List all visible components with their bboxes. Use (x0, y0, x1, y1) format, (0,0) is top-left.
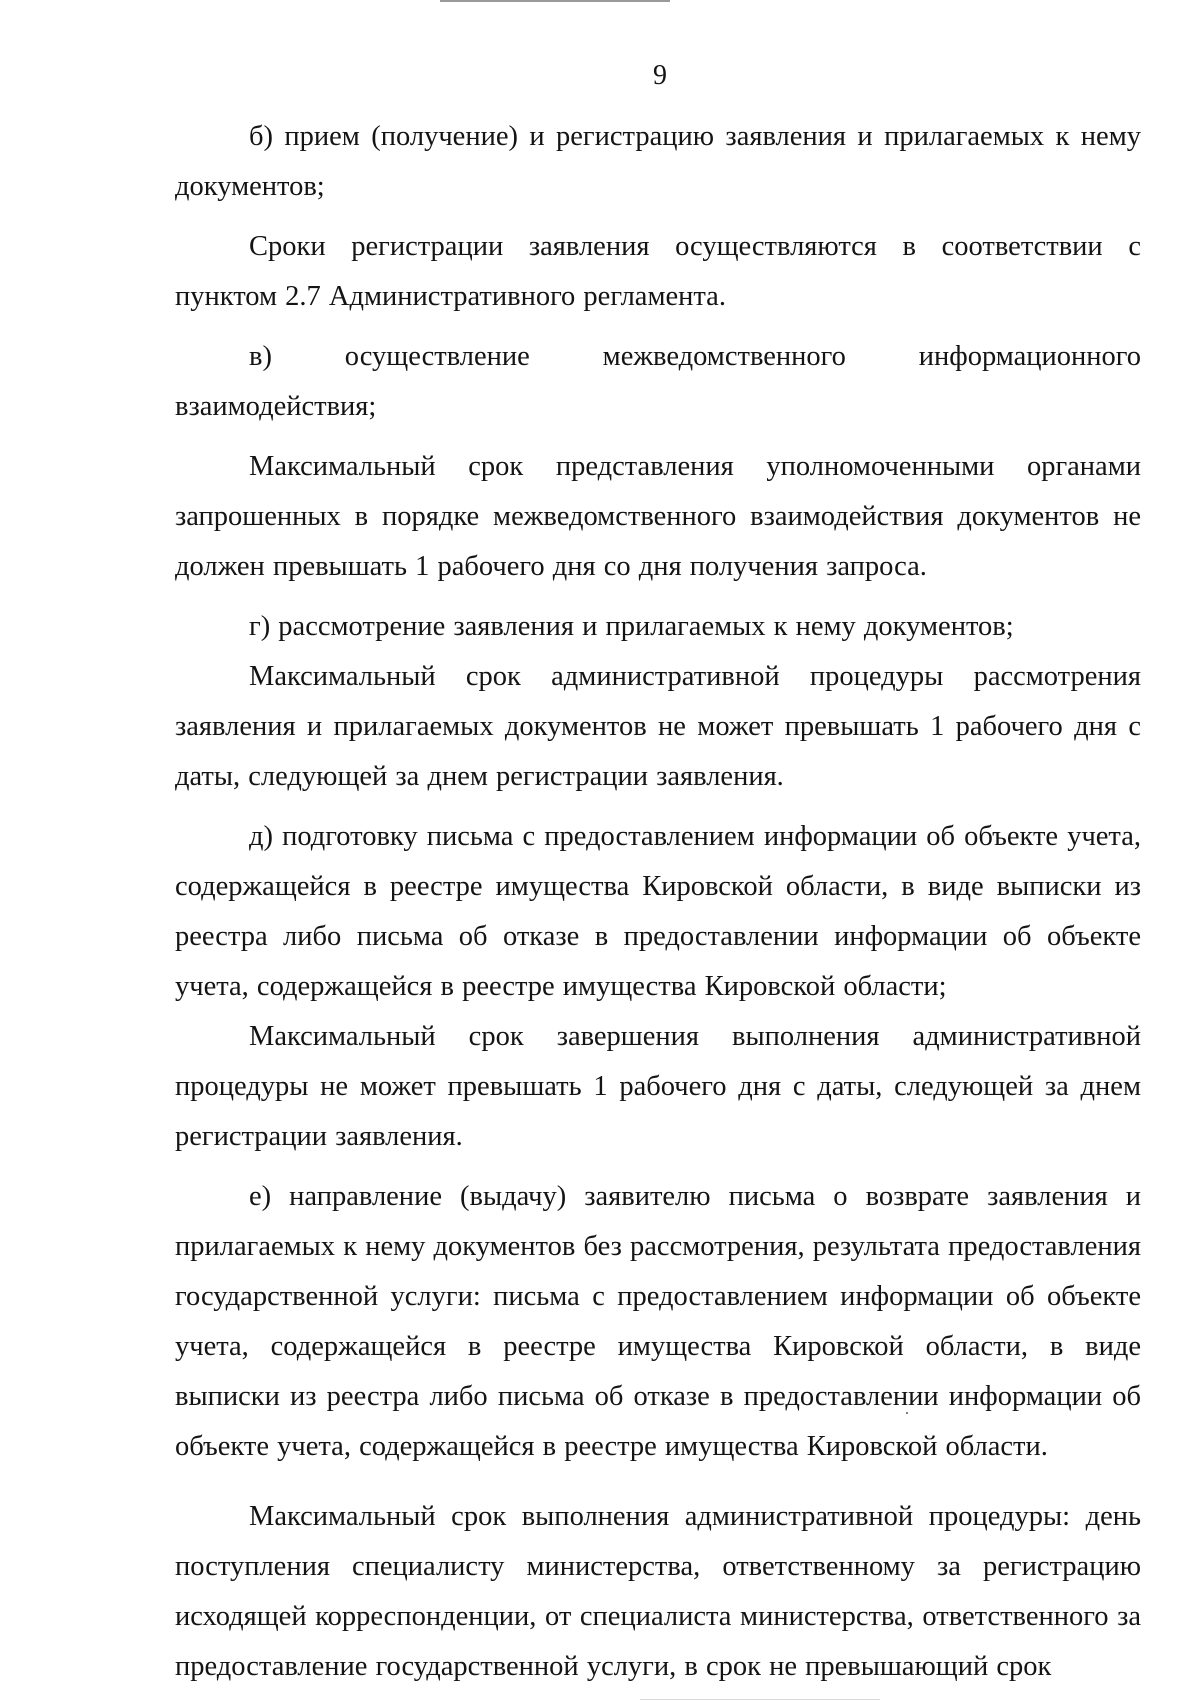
paragraph-completion-terms: Максимальный срок завершения выполнения административной процедуры не может превышать 1 рабочего дня с даты, следующей за днем регистрации заявления. (175, 1021, 1141, 1152)
paragraph-item-b: б) прием (получение) и регистрацию заявления и прилагаемых к нему документов; (175, 121, 1141, 202)
scan-bottom-artifact (640, 1699, 880, 1700)
paragraph-item-e: е) направление (выдачу) заявителю письма о возврате заявления и прилагаемых к нему документов без рассмотрения, результата предоставления государственной услуги: письма с предоставлением информации об объекте учета, содержащейся в реестре имущества Кировской области, в виде выписки из реестра либо письма об отказе в предоставлении информации об объекте учета, содержащейся в реестре имущества Кировской области. (175, 1181, 1141, 1462)
document-body (175, 112, 1141, 1692)
paragraph-item-v: в) осуществление межведомственного информационного взаимодействия; (175, 341, 1141, 422)
paragraph-item-g: г) рассмотрение заявления и прилагаемых к нему документов; (249, 611, 1014, 642)
scan-dot-artifact (906, 1412, 908, 1414)
scan-edge-artifact (440, 0, 670, 2)
paragraph-interagency-terms: Максимальный срок представления уполномоченными органами запрошенных в порядке межведомственного взаимодействия документов не должен превышать 1 рабочего дня со дня получения запроса. (175, 451, 1141, 582)
paragraph-final-terms: Максимальный срок выполнения административной процедуры: день поступления специалисту министерства, ответственному за регистрацию исходящей корреспонденции, от специалиста министерства, ответственного за предоставление государственной услуги, в срок не превышающий срок (175, 1501, 1141, 1682)
page-number: 9 (653, 60, 667, 91)
paragraph-registration-terms: Сроки регистрации заявления осуществляются в соответствии с пунктом 2.7 Административного регламента. (175, 231, 1141, 312)
paragraph-review-terms: Максимальный срок административной процедуры рассмотрения заявления и прилагаемых документов не может превышать 1 рабочего дня с даты, следующей за днем регистрации заявления. (175, 661, 1141, 792)
paragraph-item-d: д) подготовку письма с предоставлением информации об объекте учета, содержащейся в реестре имущества Кировской области, в виде выписки из реестра либо письма об отказе в предоставлении информации об объекте учета, содержащейся в реестре имущества Кировской области; (175, 821, 1141, 1002)
